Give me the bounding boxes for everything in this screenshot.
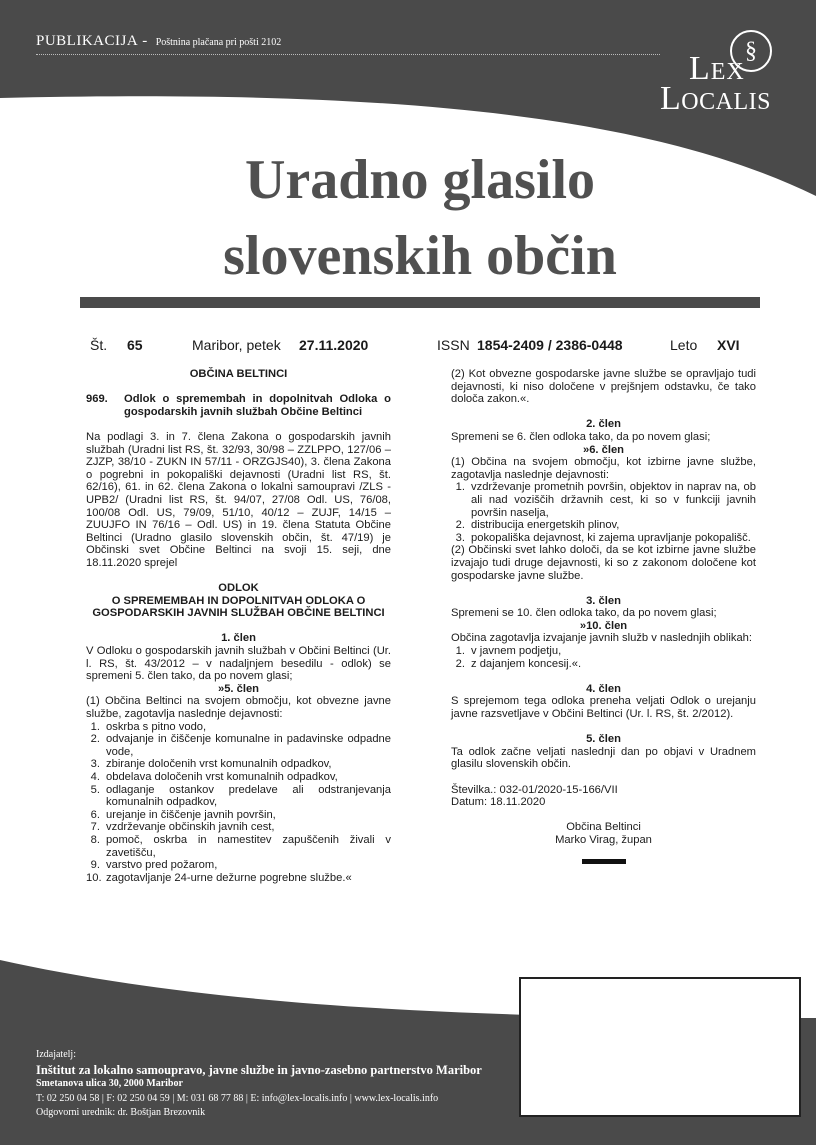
reference-number: Številka.: 032-01/2020-15-166/VII	[451, 783, 618, 796]
municipality-heading: OBČINA BELTINCI	[189, 368, 288, 380]
article-1-heading: 1. člen	[221, 632, 256, 645]
service-forms-list	[451, 645, 756, 670]
article-5-heading: »5. člen	[217, 682, 260, 695]
article-1-text: V Odloku o gospodarskih javnih službah v Občini Beltinci (Ur. l. RS, št. 43/2012 – v nadaljnjem besedilu - odlok) se spremeni 5. člen tako, da po novem glasi;	[86, 645, 391, 683]
article-6-heading: »6. člen	[582, 443, 625, 456]
blank-panel	[519, 977, 801, 1117]
article-3-heading: 3. člen	[586, 594, 621, 607]
article-5-para-2: (2) Kot obvezne gospodarske javne službe se opravljajo tudi dejavnosti, ki niso določene v prejšnjem odstavku, če tako določa zakon.«.	[451, 368, 756, 406]
article-2-heading: 2. člen	[586, 418, 621, 431]
list-item: 2. odvajanje in čiščenje komunalne in padavinske odpadne vode,	[90, 733, 391, 758]
list-item: 1. oskrba s pitno vodo,	[90, 720, 207, 733]
article-5-final-text: Ta odlok začne veljati naslednji dan po objavi v Uradnem glasilu slovenskih občin.	[451, 745, 756, 771]
list-item: 8. pomoč, oskrba in namestitev zapuščenih živali v zavetišču,	[90, 833, 391, 859]
list-item: 10. zagotavljanje 24-urne dežurne pogrebne službe.«	[86, 871, 352, 884]
end-marker	[582, 859, 626, 864]
mandatory-services-list	[86, 721, 391, 885]
list-item: 5. odlaganje ostankov predelave ali odstranjevanja komunalnih odpadkov,	[90, 783, 391, 809]
dotted-divider	[36, 54, 660, 55]
act-title: Odlok o spremembah in dopolnitvah Odloka o gospodarskih javnih službah Občine Beltinci	[124, 393, 391, 418]
gazette-title-line-2: slovenskih občin	[223, 225, 617, 287]
paragraph-symbol-icon: §	[730, 30, 772, 72]
issue-number: 65	[127, 337, 143, 353]
list-item: 3. pokopališka dejavnost, ki zajema upravljanje pokopališč.	[455, 531, 751, 544]
issue-place-day: Maribor, petek	[192, 337, 281, 353]
responsible-editor: Odgovorni urednik: dr. Boštjan Brezovnik	[36, 1107, 206, 1118]
act-number: 969.	[86, 393, 108, 406]
list-item: 7. vzdrževanje občinskih javnih cest,	[90, 821, 275, 834]
preamble: Na podlagi 3. in 7. člena Zakona o gospodarskih javnih službah (Uradni list RS, št. 32/93, 30/98 – ZZLPPO, 127/06 – ZJZP, 38/10 - ZUKN IN 57/11 - ORZGJS40), 3. člena Zakona o pogrebni in pokopališki dejavnosti (Uradni list RS, št. 62/16), 61. in 62. člena Zakona o lokalni samoupravi /ZLS -UPB2/ (Uradni list RS, št. 94/07, 27/08 Odl. US, 76/08, 100/08 Odl. US, 79/09, 51/10, 40/12 – ZUJF, 14/15 – ZUUJFO IN 76/16 – Odl. US) in 19. člena Statuta Občine Beltinci (Uradno glasilo slovenskih občin, št. 47/19) je Občinski svet Občine Beltinci na svoji 15. seji, dne 18.11.2020 sprejel	[86, 430, 391, 569]
article-10-heading: »10. člen	[579, 619, 628, 632]
article-10-intro: Občina zagotavlja izvajanje javnih služb v naslednjih oblikah:	[451, 632, 752, 645]
publisher-footer	[36, 1048, 482, 1121]
article-2-text: Spremeni se 6. člen odloka tako, da po novem glasi;	[451, 430, 711, 443]
signature-person: Marko Virag, župan	[555, 833, 652, 846]
publisher-address: Smetanova ulica 30, 2000 Maribor	[36, 1078, 183, 1089]
logo-word-lex: Lex	[689, 50, 745, 87]
article-3-text: Spremeni se 10. člen odloka tako, da po novem glasi;	[451, 607, 717, 620]
adoption-date: Datum: 18.11.2020	[451, 796, 546, 809]
article-5-intro: (1) Občina Beltinci na svojem območju, kot obvezne javne službe, zagotavlja naslednje dejavnosti:	[86, 695, 391, 721]
list-item: 4. obdelava določenih vrst komunalnih odpadkov,	[90, 771, 338, 783]
left-column	[86, 368, 391, 884]
list-item: 2. z dajanjem koncesij.«.	[455, 657, 582, 670]
list-item: 3. zbiranje določenih vrst komunalnih odpadkov,	[90, 758, 332, 771]
act-heading	[86, 393, 391, 418]
list-item: 1. vzdrževanje prometnih površin, objektov in naprav na, ob ali nad voziščih državnih cest, ki so v funkciji javnih površin naselja,	[455, 481, 756, 519]
list-item: 2. distribucija energetskih plinov,	[455, 519, 620, 532]
article-6-para-2: (2) Občinski svet lahko določi, da se kot izbirne javne službe izvajajo tudi druge dejavnosti, ki so z zakonom določene kot gospodarske javne službe.	[451, 544, 756, 582]
title-rule	[80, 297, 760, 308]
publication-line	[36, 32, 281, 50]
article-5-final-heading: 5. člen	[586, 733, 621, 746]
gazette-title-line-1: Uradno glasilo	[244, 149, 596, 211]
publisher-name: Inštitut za lokalno samoupravo, javne službe in javno-zasebno partnerstvo Maribor	[36, 1062, 482, 1077]
article-6-intro: (1) Občina na svojem območju, kot izbirne javne službe, zagotavlja naslednje dejavnosti:	[451, 456, 756, 481]
signature-organization: Občina Beltinci	[566, 821, 641, 834]
issue-label: Št.	[90, 337, 108, 353]
publication-label: PUBLIKACIJA	[36, 33, 139, 49]
issn-label: ISSN	[437, 337, 470, 353]
article-4-heading: 4. člen	[586, 682, 621, 695]
publisher-contacts: T: 02 250 04 58 | F: 02 250 04 59 | M: 031 68 77 88 | E: info@lex-localis.info | www.lex-localis.info	[36, 1092, 439, 1104]
odlok-title: O SPREMEMBAH IN DOPOLNITVAH ODLOKA O GOSPODARSKIH JAVNIH SLUŽBAH OBČINE BELTINCI	[92, 594, 385, 620]
list-item: 1. v javnem podjetju,	[455, 645, 562, 658]
issn-value: 1854-2409 / 2386-0448	[477, 337, 623, 353]
publisher-label: Izdajatelj:	[36, 1049, 76, 1060]
year-label: Leto	[670, 337, 698, 353]
right-column	[451, 368, 756, 864]
list-item: 6. urejanje in čiščenje javnih površin,	[90, 808, 276, 821]
year-value: XVI	[717, 337, 740, 353]
optional-services-list	[451, 481, 756, 544]
logo-word-localis: Localis	[660, 80, 771, 117]
odlok-heading: ODLOK	[218, 582, 259, 595]
list-item: 9. varstvo pred požarom,	[90, 859, 218, 872]
publication-separator: -	[142, 33, 148, 49]
article-4-text: S sprejemom tega odloka preneha veljati Odlok o urejanju javne razsvetljave v Občini Beltinci (Ur. l. RS, št. 2/2012).	[451, 695, 756, 721]
issue-date: 27.11.2020	[299, 337, 369, 353]
lex-localis-logo	[660, 30, 790, 118]
postage-note: Poštnina plačana pri pošti 2102	[155, 37, 282, 48]
